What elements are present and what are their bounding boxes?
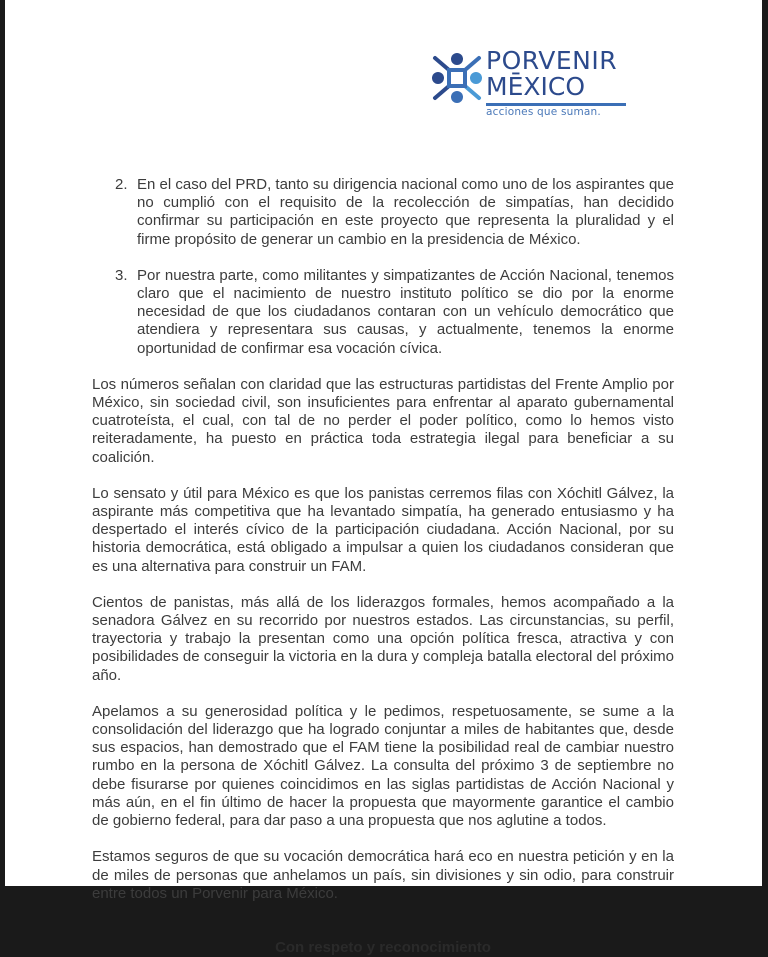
paragraph: Cientos de panistas, más allá de los liderazgos formales, hemos acompañado a la senadora Gálvez en su recorrido por nuestros estados. Las circunstancias, su perfil, trayectoria y trabajo la presentan como una opción política fresca, atractiva y con posibilidades de conseguir la victoria en la dura y compleja batalla electoral del próximo año. [92,593,674,684]
list-item [92,176,674,249]
list-item-number: 3. [115,266,128,284]
paragraph: Estamos seguros de que su vocación democrática hará eco en nuestra petición y en la de miles de personas que anhelamos un país, sin divisiones y sin odio, para construir entre todos un Porvenir para México. [92,848,674,902]
list-item-number: 2. [115,176,128,193]
letter-body [92,176,674,957]
list-item-text: Por nuestra parte, como militantes y simpatizantes de Acción Nacional, tenemos claro que el nacimiento de nuestro instituto político se dio por la enorme necesidad de que los ciudadanos contaran con un vehículo democrático que atendiera y representara sus causas, y actualmente, tenemos la enorme oportunidad de confirmar esa vocación cívica. [137,266,674,357]
logo-tagline: acciones que suman. [486,106,601,118]
paragraph: Apelamos a su generosidad política y le pedimos, respetuosamente, se sume a la consolidación del liderazgo que ha logrado conjuntar a miles de habitantes que, desde sus espacios, han demostrado que el FAM tiene la posibilidad real de cambiar nuestro rumbo en la persona de Xóchitl Gálvez. La consulta del próximo 3 de septiembre no debe fisurarse por quienes coincidimos en las siglas partidistas de Acción Nacional y más aún, en el fin último de hacer la propuesta que mayormente garantice el cambio de gobierno federal, para dar paso a una propuesta que nos aglutine a todos. [92,702,674,830]
paragraph: Lo sensato y útil para México es que los panistas cerremos filas con Xóchitl Gálvez, la aspirante más competitiva que ha levantado simpatía, ha generado entusiasmo y ha despertado el interés cívico de la participación ciudadana. Acción Nacional, por su historia democrática, está obligado a impulsar a quien los ciudadanos consideran que es una alternativa para construir un FAM. [92,484,674,575]
logo-wordmark [486,46,636,118]
paragraph: Los números señalan con claridad que las estructuras partidistas del Frente Amplio por México, sin sociedad civil, son insuficientes para enfrentar al aparato gubernamental cuatroteísta, el cual, con tal de no perder el poder político, como lo hemos visto reiteradamente, ha puesto en práctica toda estrategia ilegal para beneficiar a su coalición. [92,375,674,466]
closing-salutation: Con respeto y reconocimiento [275,938,491,956]
list-item [92,267,674,358]
document-page [5,0,762,956]
porvenir-mexico-logo [429,48,639,128]
list-item-text: En el caso del PRD, tanto su dirigencia nacional como uno de los aspirantes que no cumplió con el requisito de la recolección de simpatías, han decidido confirmar su participación en este proyecto que representa la pluralidad y el firme propósito de generar un cambio en la presidencia de México. [137,176,674,248]
logo-title-porvenir: PORVENIR [486,46,618,75]
people-circle-logo-icon [429,50,485,106]
logo-title-mexico: MĒXICO [486,72,585,101]
